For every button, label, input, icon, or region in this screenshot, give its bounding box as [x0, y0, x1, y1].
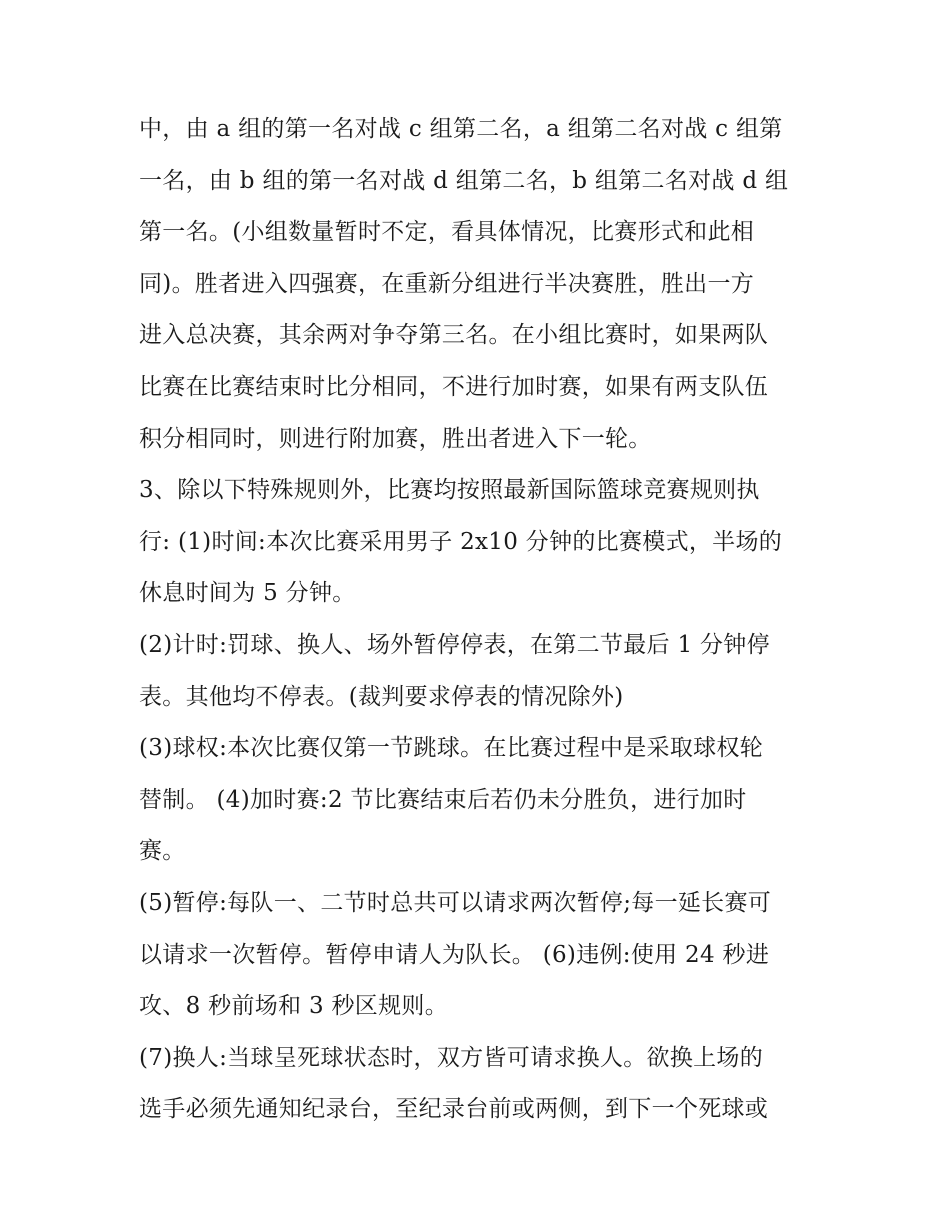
text-line: 第一名。(小组数量暂时不定，看具体情况，比赛形式和此相 [139, 219, 755, 246]
text-line: 一名，由 b 组的第一名对战 d 组第二名，b 组第二名对战 d 组 [139, 167, 789, 194]
text-line: 3、除以下特殊规则外，比赛均按照最新国际篮球竞赛规则执 [139, 477, 760, 504]
text-line: 赛。 [139, 838, 186, 865]
text-line: 进入总决赛，其余两对争夺第三名。在小组比赛时，如果两队 [139, 322, 769, 349]
text-line: 替制。 (4)加时赛:2 节比赛结束后若仍未分胜负，进行加时 [139, 786, 747, 813]
text-line: 攻、8 秒前场和 3 秒区规则。 [139, 993, 448, 1020]
body-text [139, 104, 819, 1136]
text-line: 行: (1)时间:本次比赛采用男子 2x10 分钟的比赛模式，半场的 [139, 528, 783, 555]
text-line: (5)暂停:每队一、二节时总共可以请求两次暂停;每一延长赛可 [139, 889, 772, 916]
text-line: 同)。胜者进入四强赛，在重新分组进行半决赛胜，胜出一方 [139, 270, 755, 297]
text-line: 表。其他均不停表。(裁判要求停表的情况除外) [139, 683, 624, 710]
text-line: 以请求一次暂停。暂停申请人为队长。 (6)违例:使用 24 秒进 [139, 941, 770, 968]
text-line: 积分相同时，则进行附加赛，胜出者进入下一轮。 [139, 425, 652, 452]
text-line: 中，由 a 组的第一名对战 c 组第二名，a 组第二名对战 c 组第 [139, 116, 783, 142]
text-line: (7)换人:当球呈死球状态时，双方皆可请求换人。欲换上场的 [139, 1044, 764, 1071]
text-line: 休息时间为 5 分钟。 [139, 580, 356, 607]
text-line: 选手必须先通知纪录台，至纪录台前或两侧，到下一个死球或 [139, 1096, 769, 1123]
text-line: (3)球权:本次比赛仅第一节跳球。在比赛过程中是采取球权轮 [139, 735, 764, 762]
text-line: (2)计时:罚球、换人、场外暂停停表，在第二节最后 1 分钟停 [139, 631, 770, 658]
text-line: 比赛在比赛结束时比分相同，不进行加时赛，如果有两支队伍 [139, 373, 769, 400]
